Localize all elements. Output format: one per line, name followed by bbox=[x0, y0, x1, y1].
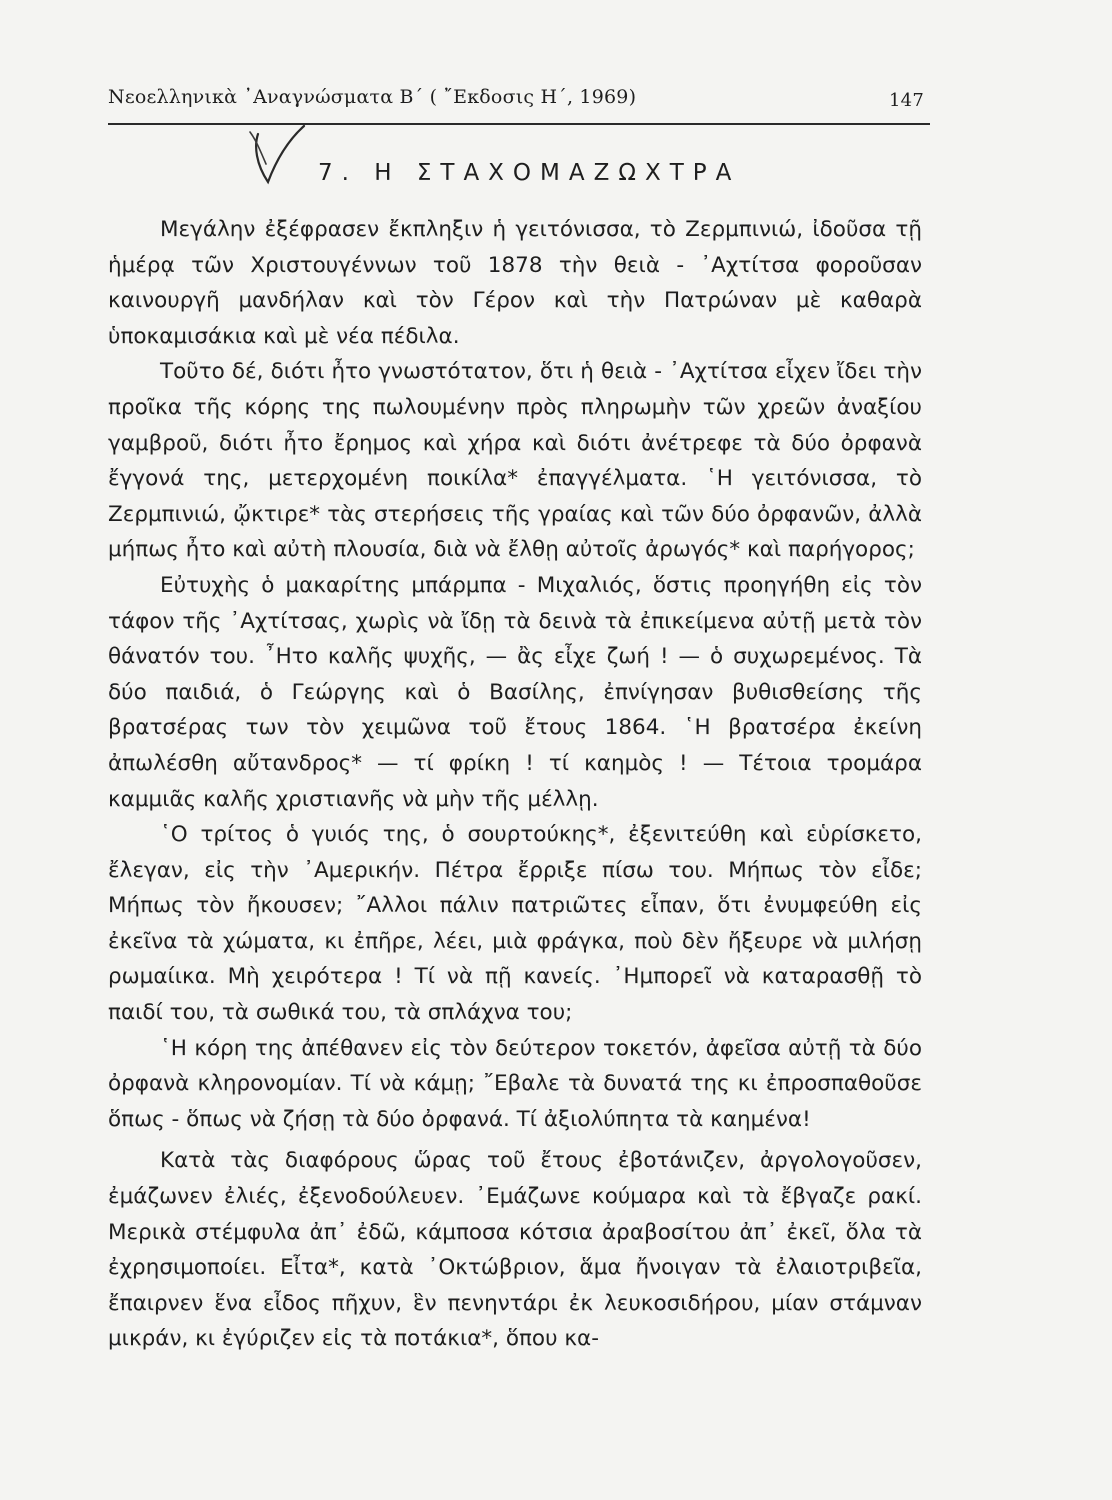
header-rule bbox=[108, 123, 930, 125]
paragraph: Κατὰ τὰς διαφόρους ὥρας τοῦ ἔτους ἐβοτάνιζεν, ἀργολογοῦσεν, ἐμάζωνεν ἐλιές, ἐξενοδούλευεν. ᾿Εμάζωνε κούμαρα καὶ τὰ ἔβγαζε ρακί. Μερικὰ στέμφυλα ἀπ᾿ ἐδῶ, κάμποσα κότσια ἀραβοσίτου ἀπ᾿ ἐκεῖ, ὅλα τὰ ἐχρησιμοποίει. Εἶτα*, κατὰ ᾿Οκτώβριον, ἅμα ἤνοιγαν τὰ ἐλαιοτριβεῖα, ἔπαιρνεν ἕνα εἶδος πῆχυν, ἓν πενηντάρι ἐκ λευκοσιδήρου, μίαν στάμναν μικράν, κι ἐγύριζεν εἰς τὰ ποτάκια*, ὅπου κα- bbox=[108, 1148, 922, 1352]
running-title: Νεοελληνικὰ ᾿Αναγνώσματα Β΄ ( ῎Εκδοσις Η΄, 1969) bbox=[108, 86, 637, 108]
running-header bbox=[108, 86, 930, 111]
paragraph: ῾Ο τρίτος ὁ γυιός της, ὁ σουρτούκης*, ἐξενιτεύθη καὶ εὑρίσκετο, ἔλεγαν, εἰς τὴν ᾿Αμερικήν. Πέτρα ἔρριξε πίσω του. Μήπως τὸν εἶδε; Μήπως τὸν ἤκουσεν; ῎Αλλοι πάλιν πατριῶτες εἶπαν, ὅτι ἐνυμφεύθη εἰς ἐκεῖνα τὰ χώματα, κι ἐπῆρε, λέει, μιὰ φράγκα, ποὺ δὲν ἤξευρε νὰ μιλήσῃ ρωμαίικα. Μὴ χειρότερα ! Τί νὰ πῇ κανείς. ᾿Ημπορεῖ νὰ καταρασθῇ τὸ παιδί του, τὰ σωθικά του, τὰ σπλάχνα του; bbox=[108, 822, 922, 1026]
paragraph: Μεγάλην ἐξέφρασεν ἔκπληξιν ἡ γειτόνισσα, τὸ Ζερμπινιώ, ἰδοῦσα τῇ ἡμέρᾳ τῶν Χριστουγέννων τοῦ 1878 τὴν θειὰ - ᾿Αχτίτσα φοροῦσαν καινουργῆ μανδήλαν καὶ τὸν Γέρον καὶ τὴν Πατρώναν μὲ καθαρὰ ὑποκαμισάκια καὶ μὲ νέα πέδιλα. bbox=[108, 217, 922, 349]
paragraph: Τοῦτο δέ, διότι ἦτο γνωστότατον, ὅτι ἡ θειὰ - ᾿Αχτίτσα εἶχεν ἴδει τὴν προῖκα τῆς κόρης της πωλουμένην πρὸς πληρωμὴν τῶν χρεῶν ἀναξίου γαμβροῦ, διότι ἦτο ἔρημος καὶ χήρα καὶ διότι ἀνέτρεφε τὰ δύο ὀρφανὰ ἔγγονά της, μετερχομένη ποικίλα* ἐπαγγέλματα. ῾Η γειτόνισσα, τὸ Ζερμπινιώ, ᾤκτιρε* τὰς στερήσεις τῆς γραίας καὶ τῶν δύο ὀρφανῶν, ἀλλὰ μήπως ἦτο καὶ αὐτὴ πλουσία, διὰ νὰ ἔλθῃ αὐτοῖς ἀρωγός* καὶ παρήγορος; bbox=[108, 359, 922, 563]
paragraph: ῾Η κόρη της ἀπέθανεν εἰς τὸν δεύτερον τοκετόν, ἀφεῖσα αὐτῇ τὰ δύο ὀρφανὰ κληρονομίαν. Τί νὰ κάμῃ; ῎Εβαλε τὰ δυνατά της κι ἐπροσπαθοῦσε ὅπως - ὅπως νὰ ζήσῃ τὰ δύο ὀρφανά. Τί ἀξιολύπητα τὰ καημένα! bbox=[108, 1035, 922, 1132]
chapter-title: 7. Η ΣΤΑΧΟΜΑΖΩΧΤΡΑ bbox=[318, 160, 741, 186]
handwritten-check-icon bbox=[244, 120, 310, 190]
body-text bbox=[108, 212, 922, 1357]
paragraph: Εὐτυχὴς ὁ μακαρίτης μπάρμπα - Μιχαλιός, ὅστις προηγήθη εἰς τὸν τάφον τῆς ᾿Αχτίτσας, χωρὶς νὰ ἴδῃ τὰ δεινὰ τὰ ἐπικείμενα αὐτῇ μετὰ τὸν θάνατόν του. ῏Ητο καλῆς ψυχῆς, — ἂς εἶχε ζωή ! — ὁ συχωρεμένος. Τὰ δύο παιδιά, ὁ Γεώργης καὶ ὁ Βασίλης, ἐπνίγησαν βυθισθείσης τῆς βρατσέρας των τὸν χειμῶνα τοῦ ἔτους 1864. ῾Η βρατσέρα ἐκείνη ἀπωλέσθη αὔτανδρος* — τί φρίκη ! τί καημὸς ! — Τέτοια τρομάρα καμμιᾶς καλῆς χριστιανῆς νὰ μὴν τῆς μέλλῃ. bbox=[108, 572, 922, 812]
page-number: 147 bbox=[889, 90, 924, 111]
